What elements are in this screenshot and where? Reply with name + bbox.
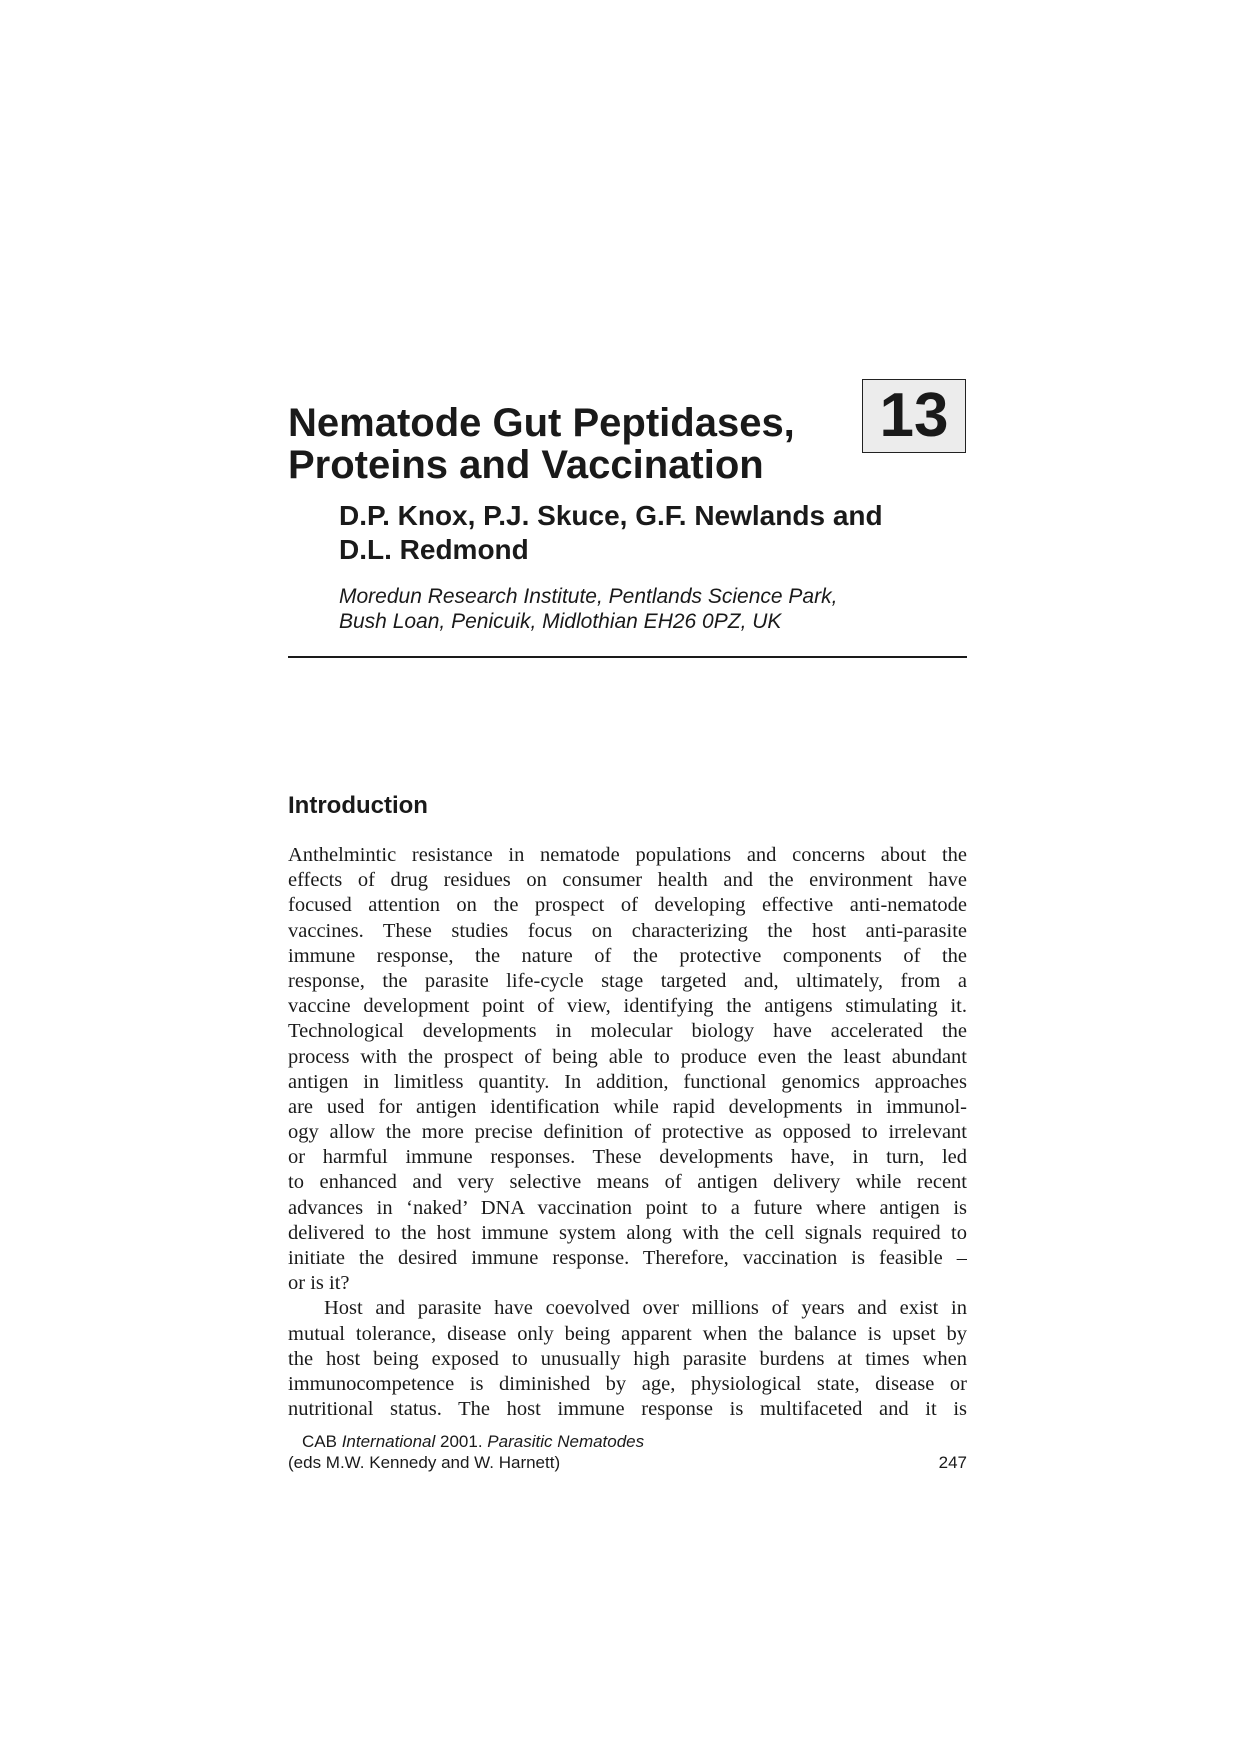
text-line: mutual tolerance, disease only being apparent when the balance is upset by	[288, 1322, 967, 1345]
author-affiliation	[339, 584, 979, 634]
book-title: Parasitic Nematodes	[487, 1432, 645, 1451]
text-line: focused attention on the prospect of developing effective anti-nematode	[288, 894, 967, 917]
body-text	[288, 843, 967, 1422]
affiliation-line: Moredun Research Institute, Pentlands Science Park,	[339, 585, 838, 608]
text-line: Technological developments in molecular biology have accelerated the	[288, 1020, 967, 1043]
text-line: the host being exposed to unusually high parasite burdens at times when	[288, 1347, 967, 1370]
chapter-title-line: Proteins and Vaccination	[288, 443, 764, 487]
text-line: process with the prospect of being able to produce even the least abundant	[288, 1045, 967, 1068]
text-line: ogy allow the more precise definition of protective as opposed to irrelevant	[288, 1121, 967, 1144]
text-line: immune response, the nature of the protective components of the	[288, 944, 967, 967]
text-line: are used for antigen identification while rapid developments in immunol-	[288, 1095, 967, 1118]
publisher-prefix: CAB	[302, 1432, 337, 1451]
chapter-title-line: Nematode Gut Peptidases,	[288, 401, 795, 445]
publisher-italic: International	[341, 1432, 436, 1451]
paragraph-1	[288, 843, 967, 1296]
affiliation-line: Bush Loan, Penicuik, Midlothian EH26 0PZ, UK	[339, 610, 782, 633]
paragraph-2	[288, 1296, 967, 1422]
author-list	[339, 499, 979, 567]
page-number: 247	[938, 1453, 967, 1472]
text-line: advances in ‘naked’ DNA vaccination point to a future where antigen is	[288, 1196, 967, 1219]
text-line: effects of drug residues on consumer health and the environment have	[288, 869, 967, 892]
text-line: antigen in limitless quantity. In addition, functional genomics approaches	[288, 1070, 967, 1093]
text-line: or harmful immune responses. These developments have, in turn, led	[288, 1146, 967, 1169]
text-line: to enhanced and very selective means of antigen delivery while recent	[288, 1171, 967, 1194]
title-divider	[288, 656, 967, 658]
chapter-number-box	[862, 379, 966, 453]
publication-footer	[288, 1431, 644, 1473]
section-heading: Introduction	[288, 792, 428, 819]
text-line: nutritional status. The host immune response is multifaceted and it is	[288, 1398, 967, 1421]
text-line: Anthelmintic resistance in nematode populations and concerns about the	[288, 844, 967, 866]
text-line: vaccine development point of view, identifying the antigens stimulating it.	[288, 995, 967, 1018]
chapter-number: 13	[879, 381, 949, 450]
chapter-title	[288, 402, 848, 486]
author-line: D.L. Redmond	[339, 534, 529, 565]
text-line: immunocompetence is diminished by age, physiological state, disease or	[288, 1372, 967, 1395]
text-line: initiate the desired immune response. Therefore, vaccination is feasible –	[288, 1247, 967, 1269]
publisher-line	[288, 1431, 644, 1452]
publication-year: 2001.	[440, 1432, 483, 1451]
text-line: Host and parasite have coevolved over millions of years and exist in	[324, 1297, 967, 1320]
text-line: delivered to the host immune system along with the cell signals required to	[288, 1221, 967, 1244]
text-line: vaccines. These studies focus on characterizing the host anti-parasite	[288, 919, 967, 942]
text-line: response, the parasite life-cycle stage targeted and, ultimately, from a	[288, 969, 967, 992]
text-line: or is it?	[288, 1272, 350, 1295]
editors-line: (eds M.W. Kennedy and W. Harnett)	[288, 1453, 561, 1472]
author-line: D.P. Knox, P.J. Skuce, G.F. Newlands and	[339, 500, 883, 531]
